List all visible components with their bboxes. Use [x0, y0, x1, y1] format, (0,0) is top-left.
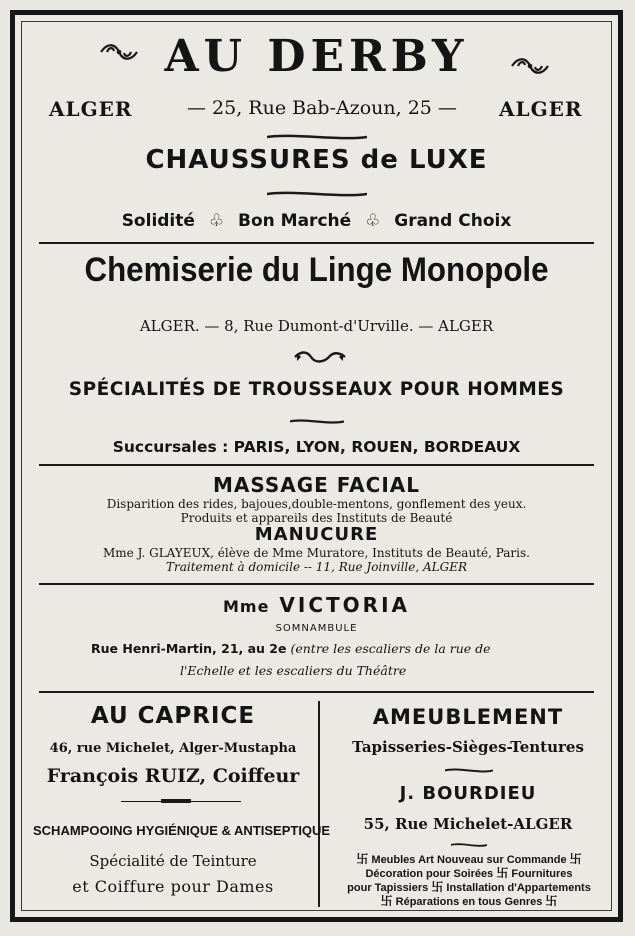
- advertisement-page: [10, 10, 623, 922]
- quality-solidity: Solidité: [121, 211, 195, 231]
- ameublement-title: AMEUBLEMENT: [372, 705, 564, 729]
- chemiserie-branches: Succursales : PARIS, LYON, ROUEN, BORDEAUX: [112, 438, 521, 456]
- swastika-icon: 卐: [569, 852, 582, 866]
- caprice-ladies: et Coiffure pour Dames: [72, 877, 274, 896]
- ameublement-item: Réparations en tous Genres: [395, 896, 543, 908]
- ameublement-owner: J. BOURDIEU: [399, 783, 537, 804]
- trefoil-icon: ♧: [208, 211, 225, 231]
- caprice-rule-bar: [161, 799, 191, 803]
- caprice-owner: François RUIZ, Coiffeur: [46, 765, 300, 787]
- ameublement-item: Décoration pour Soirées: [365, 868, 494, 880]
- swastika-icon: 卐: [545, 894, 558, 908]
- caprice-service: SCHAMPOOING HYGIÉNIQUE & ANTISEPTIQUE: [33, 823, 331, 838]
- section-rule: [39, 691, 594, 693]
- victoria-title-name: VICTORIA: [279, 593, 410, 617]
- derby-title: AU DERBY: [164, 31, 469, 82]
- manucure-title: MANUCURE: [254, 524, 379, 545]
- caprice-address: 46, rue Michelet, Alger-Mustapha: [49, 741, 297, 756]
- column-divider: [318, 701, 320, 907]
- derby-subtitle: CHAUSSURES de LUXE: [145, 145, 488, 175]
- chemiserie-title: Chemiserie du Linge Monopole: [84, 251, 549, 289]
- ameublement-items: [331, 853, 607, 909]
- massage-line4: Traitement à domicile -- 11, Rue Joinville, ALGER: [165, 560, 468, 574]
- divider-squiggle: [267, 133, 367, 141]
- swastika-icon: 卐: [356, 852, 369, 866]
- caprice-specialty: Spécialité de Teinture: [89, 852, 257, 870]
- quality-price: Bon Marché: [238, 211, 352, 231]
- derby-address-left: ALGER: [49, 97, 133, 121]
- derby-address: [15, 97, 618, 127]
- ameublement-address: 55, Rue Michelet-ALGER: [363, 815, 573, 833]
- ameublement-item: Installation d'Appartements: [446, 882, 591, 894]
- massage-line2: Produits et appareils des Instituts de Beauté: [180, 511, 453, 525]
- swastika-icon: 卐: [380, 894, 393, 908]
- victoria-title: [15, 593, 618, 617]
- victoria-address: Rue Henri-Martin, 21, au 2e: [91, 641, 287, 656]
- massage-line3: Mme J. GLAYEUX, élève de Mme Muratore, Instituts de Beauté, Paris.: [103, 546, 530, 560]
- divider-squiggle: [445, 767, 493, 774]
- quality-choice: Grand Choix: [394, 211, 512, 231]
- swastika-icon: 卐: [496, 866, 509, 880]
- derby-address-street: — 25, Rue Bab-Azoun, 25 —: [187, 97, 457, 119]
- caprice-title: AU CAPRICE: [90, 703, 256, 729]
- swastika-icon: 卐: [431, 880, 444, 894]
- victoria-note1: (entre les escaliers de la rue de: [290, 641, 491, 656]
- section-rule: [39, 583, 594, 585]
- section-rule: [39, 242, 594, 244]
- ameublement-item: pour Tapissiers: [347, 882, 429, 894]
- victoria-address-line: [91, 641, 491, 656]
- divider-squiggle: [290, 418, 344, 425]
- fleuron-center-icon: [293, 345, 347, 370]
- massage-line1: Disparition des rides, bajoues,double-mentons, gonflement des yeux.: [106, 497, 527, 511]
- section-rule: [39, 464, 594, 466]
- victoria-subtitle: SOMNAMBULE: [275, 623, 358, 634]
- derby-qualities: [15, 211, 618, 231]
- victoria-note2: l'Echelle et les escaliers du Théâtre: [180, 663, 407, 678]
- divider-squiggle: [451, 842, 487, 848]
- ameublement-item: Fournitures: [511, 868, 573, 880]
- derby-address-right: ALGER: [499, 97, 583, 121]
- trefoil-icon: ♧: [365, 211, 381, 231]
- chemiserie-specialty: SPÉCIALITÉS DE TROUSSEAUX POUR HOMMES: [68, 379, 565, 400]
- massage-title: MASSAGE FACIAL: [213, 473, 420, 497]
- victoria-title-prefix: Mme: [223, 597, 270, 616]
- ameublement-item: Meubles Art Nouveau sur Commande: [371, 854, 567, 866]
- divider-squiggle: [267, 190, 367, 198]
- chemiserie-address: ALGER. — 8, Rue Dumont-d'Urville. — ALGER: [139, 317, 494, 335]
- ameublement-subtitle: Tapisseries-Sièges-Tentures: [352, 738, 584, 756]
